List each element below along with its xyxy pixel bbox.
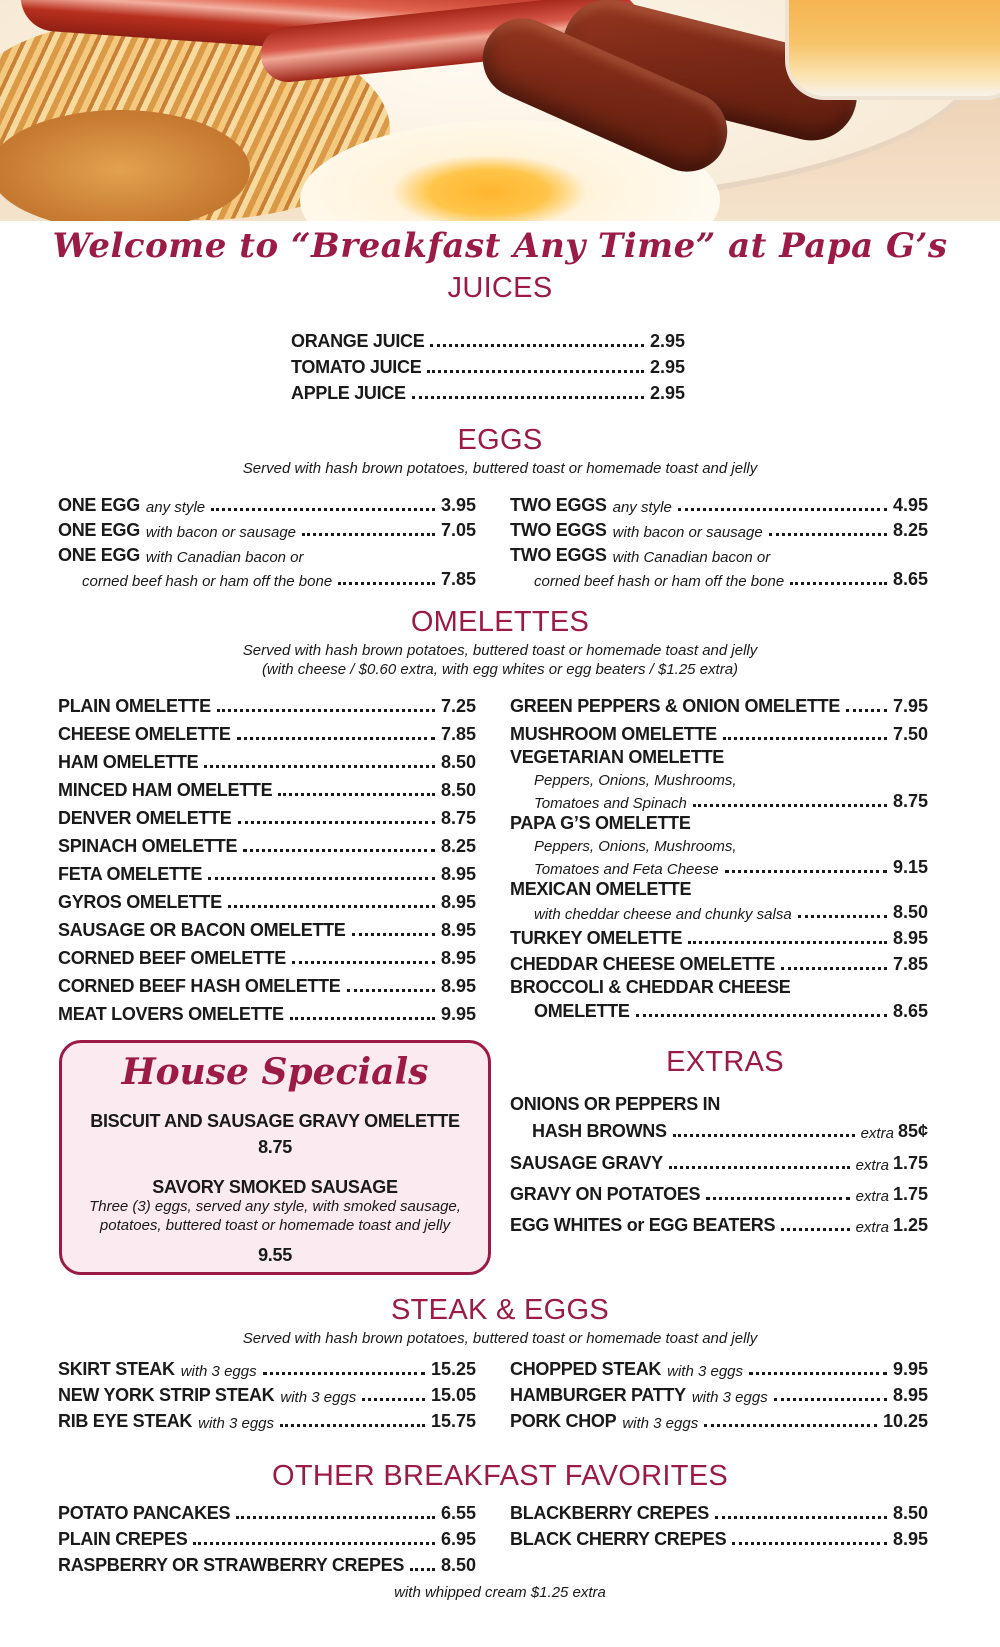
leader-dots xyxy=(243,849,435,852)
item-name: TWO EGGS xyxy=(510,495,607,515)
item-desc: with Canadian bacon or xyxy=(612,549,771,566)
item-price: 8.95 xyxy=(440,948,476,968)
item-desc: with 3 eggs xyxy=(691,1389,768,1406)
menu-item xyxy=(510,1382,928,1406)
special-name: SAVORY SMOKED SAUSAGE xyxy=(152,1177,398,1197)
whipped-cream-note: with whipped cream $1.25 extra xyxy=(394,1584,606,1601)
leader-dots xyxy=(292,961,435,964)
item-price: 1.75 xyxy=(892,1153,928,1173)
item-name: PLAIN OMELETTE xyxy=(58,696,211,716)
item-price: 8.75 xyxy=(440,808,476,828)
item-price: 8.95 xyxy=(440,920,476,940)
item-price: 8.95 xyxy=(892,1529,928,1549)
item-name: ORANGE JUICE xyxy=(291,331,425,351)
item-name: ONE EGG xyxy=(58,545,140,565)
menu-item xyxy=(291,380,685,404)
leader-dots xyxy=(412,396,644,399)
special-desc: potatoes, buttered toast or homemade toast and jelly xyxy=(99,1217,451,1234)
item-desc: corned beef hash or ham off the bone xyxy=(82,573,333,590)
favorites-heading: OTHER BREAKFAST FAVORITES xyxy=(271,1460,729,1492)
item-name: ONIONS OR PEPPERS IN xyxy=(510,1094,721,1114)
item-name: GREEN PEPPERS & ONION OMELETTE xyxy=(510,696,841,716)
leader-dots xyxy=(846,709,887,712)
leader-dots xyxy=(352,933,435,936)
breakfast-photo xyxy=(0,0,1000,221)
item-desc: with bacon or sausage xyxy=(145,524,297,541)
leader-dots xyxy=(704,1424,877,1427)
item-name: RASPBERRY OR STRAWBERRY CREPES xyxy=(58,1555,405,1575)
extra-label: extra xyxy=(855,1188,889,1205)
leader-dots xyxy=(263,1372,425,1375)
menu-item xyxy=(510,1181,928,1205)
menu-item xyxy=(510,1526,928,1550)
leader-dots xyxy=(338,582,435,585)
leader-dots xyxy=(723,737,887,740)
item-desc: with Canadian bacon or xyxy=(145,549,304,566)
item-price: 8.25 xyxy=(892,520,928,540)
item-price: 7.95 xyxy=(892,696,928,716)
item-price: 8.50 xyxy=(892,1503,928,1523)
menu-item xyxy=(58,833,476,857)
item-name: MINCED HAM OMELETTE xyxy=(58,780,273,800)
leader-dots xyxy=(706,1197,849,1200)
extra-label: extra xyxy=(855,1157,889,1174)
omelettes-heading: OMELETTES xyxy=(410,606,590,638)
menu-item xyxy=(58,1382,476,1406)
leader-dots xyxy=(430,344,644,347)
house-specials-heading: House Specials xyxy=(121,1051,429,1093)
special-price: 8.75 xyxy=(258,1137,292,1157)
special-name: BISCUIT AND SAUSAGE GRAVY OMELETTE xyxy=(90,1111,460,1131)
item-name: BROCCOLI & CHEDDAR CHEESE xyxy=(510,977,791,997)
menu-item xyxy=(58,805,476,829)
item-name: GRAVY ON POTATOES xyxy=(510,1184,701,1204)
item-desc: with 3 eggs xyxy=(180,1363,257,1380)
menu-item xyxy=(58,1500,476,1524)
menu-item-continued xyxy=(534,854,928,878)
leader-dots xyxy=(774,1398,887,1401)
leader-dots xyxy=(673,1134,855,1137)
eggs-heading: EGGS xyxy=(457,424,543,456)
menu-item-continued xyxy=(534,998,928,1022)
item-price: 6.55 xyxy=(440,1503,476,1523)
item-name: ONE EGG xyxy=(58,520,140,540)
item-desc: with 3 eggs xyxy=(667,1363,744,1380)
menu-item xyxy=(58,1001,476,1025)
leader-dots xyxy=(732,1542,887,1545)
item-name: RIB EYE STEAK xyxy=(58,1411,193,1431)
item-price: 8.95 xyxy=(440,892,476,912)
item-name: MUSHROOM OMELETTE xyxy=(510,724,717,744)
item-name: OMELETTE xyxy=(534,1001,630,1021)
item-price: 8.95 xyxy=(892,928,928,948)
menu-item xyxy=(510,1150,928,1174)
item-price: 2.95 xyxy=(649,331,685,351)
menu-item xyxy=(58,1526,476,1550)
leader-dots xyxy=(798,915,887,918)
item-name: BLACK CHERRY CREPES xyxy=(510,1529,727,1549)
item-desc: any style xyxy=(612,499,672,516)
menu-title: Welcome to “Breakfast Any Time” at Papa G’s xyxy=(52,226,948,266)
menu-item xyxy=(58,917,476,941)
item-name: HAMBURGER PATTY xyxy=(510,1385,686,1405)
item-name: PAPA G’S OMELETTE xyxy=(510,813,691,833)
leader-dots xyxy=(204,765,435,768)
eggs-subtitle: Served with hash brown potatoes, buttered toast or homemade toast and jelly xyxy=(242,460,758,477)
menu-item xyxy=(510,721,928,745)
item-desc: with 3 eggs xyxy=(280,1389,357,1406)
item-desc: with 3 eggs xyxy=(622,1415,699,1432)
item-price: 1.75 xyxy=(892,1184,928,1204)
item-name: TWO EGGS xyxy=(510,545,607,565)
item-desc: corned beef hash or ham off the bone xyxy=(534,573,785,590)
menu-item-continued xyxy=(82,566,476,590)
item-price: 7.05 xyxy=(440,520,476,540)
item-name: FETA OMELETTE xyxy=(58,864,203,884)
item-price: 15.25 xyxy=(430,1359,476,1379)
item-name: VEGETARIAN OMELETTE xyxy=(510,747,724,767)
item-price: 2.95 xyxy=(649,357,685,377)
menu-item xyxy=(510,492,928,516)
item-name: PLAIN CREPES xyxy=(58,1529,188,1549)
item-name: HAM OMELETTE xyxy=(58,752,199,772)
item-name: TOMATO JUICE xyxy=(291,357,422,377)
extra-label: extra xyxy=(860,1125,894,1142)
item-name: TURKEY OMELETTE xyxy=(510,928,683,948)
item-desc: with bacon or sausage xyxy=(612,524,763,541)
omelettes-subtitle-extra: (with cheese / $0.60 extra, with egg whites or egg beaters / $1.25 extra) xyxy=(261,661,739,678)
item-price: 7.25 xyxy=(440,696,476,716)
leader-dots xyxy=(669,1166,850,1169)
item-price: 15.75 xyxy=(430,1411,476,1431)
leader-dots xyxy=(302,533,435,536)
item-price: 7.85 xyxy=(440,724,476,744)
item-price: 1.25 xyxy=(892,1215,928,1235)
item-name: CORNED BEEF HASH OMELETTE xyxy=(58,976,341,996)
menu-item xyxy=(58,749,476,773)
juice-glass xyxy=(785,0,1000,100)
item-price: 9.95 xyxy=(440,1004,476,1024)
extras-heading: EXTRAS xyxy=(666,1046,784,1078)
menu-item-continued xyxy=(534,566,928,590)
item-name: CHOPPED STEAK xyxy=(510,1359,662,1379)
item-price: 8.95 xyxy=(440,864,476,884)
leader-dots xyxy=(208,877,435,880)
menu-item xyxy=(291,328,685,352)
menu-item xyxy=(510,1408,928,1432)
item-name: PORK CHOP xyxy=(510,1411,617,1431)
menu-item xyxy=(58,1356,476,1380)
leader-dots xyxy=(217,709,435,712)
leader-dots xyxy=(236,1516,435,1519)
item-desc: with cheddar cheese and chunky salsa xyxy=(534,906,792,923)
menu-item xyxy=(510,517,928,541)
leader-dots xyxy=(278,793,435,796)
menu-item xyxy=(510,693,928,717)
item-price: 2.95 xyxy=(649,383,685,403)
item-name: SAUSAGE GRAVY xyxy=(510,1153,663,1173)
item-price: 3.95 xyxy=(440,495,476,515)
leader-dots xyxy=(715,1516,887,1519)
menu-item xyxy=(58,542,476,566)
leader-dots xyxy=(688,941,887,944)
leader-dots xyxy=(749,1372,887,1375)
item-price: 8.50 xyxy=(892,902,928,922)
item-price: 8.25 xyxy=(440,836,476,856)
item-name: MEXICAN OMELETTE xyxy=(510,879,692,899)
menu-item xyxy=(58,861,476,885)
item-price: 8.50 xyxy=(440,1555,476,1575)
leader-dots xyxy=(410,1568,435,1571)
house-specials-box xyxy=(59,1040,491,1275)
item-name: BLACKBERRY CREPES xyxy=(510,1503,709,1523)
item-price: 15.05 xyxy=(430,1385,476,1405)
item-price: 85¢ xyxy=(897,1121,928,1141)
item-name: GYROS OMELETTE xyxy=(58,892,222,912)
item-name: APPLE JUICE xyxy=(291,383,406,403)
item-name: POTATO PANCAKES xyxy=(58,1503,231,1523)
menu-item xyxy=(510,1500,928,1524)
leader-dots xyxy=(427,370,644,373)
item-name: MEAT LOVERS OMELETTE xyxy=(58,1004,284,1024)
item-name: CHEESE OMELETTE xyxy=(58,724,231,744)
item-price: 9.15 xyxy=(892,857,928,877)
item-price: 8.95 xyxy=(440,976,476,996)
item-price: 7.85 xyxy=(440,569,476,589)
item-name: TWO EGGS xyxy=(510,520,607,540)
item-price: 7.85 xyxy=(892,954,928,974)
item-desc: Tomatoes and Feta Cheese xyxy=(534,861,719,878)
menu-item xyxy=(58,1552,476,1576)
item-price: 10.25 xyxy=(882,1411,928,1431)
leader-dots xyxy=(693,804,887,807)
item-price: 8.50 xyxy=(440,752,476,772)
item-price: 6.95 xyxy=(440,1529,476,1549)
menu-item xyxy=(58,1408,476,1432)
menu-item xyxy=(58,973,476,997)
item-price: 8.50 xyxy=(440,780,476,800)
item-name: ONE EGG xyxy=(58,495,140,515)
leader-dots xyxy=(193,1542,435,1545)
special-price: 9.55 xyxy=(258,1245,292,1265)
item-name: DENVER OMELETTE xyxy=(58,808,232,828)
leader-dots xyxy=(211,508,435,511)
extra-label: extra xyxy=(855,1219,889,1236)
menu-item-continued xyxy=(534,899,928,923)
leader-dots xyxy=(636,1014,887,1017)
menu-item xyxy=(510,1212,928,1236)
leader-dots xyxy=(238,821,435,824)
menu-item xyxy=(510,951,928,975)
menu-item xyxy=(58,693,476,717)
item-desc: any style xyxy=(145,499,206,516)
leader-dots xyxy=(769,533,887,536)
menu-item xyxy=(58,777,476,801)
item-price: 8.65 xyxy=(892,569,928,589)
juices-heading: JUICES xyxy=(447,272,553,304)
menu-item xyxy=(58,492,476,516)
item-name: EGG WHITES or EGG BEATERS xyxy=(510,1215,776,1235)
steak-heading: STEAK & EGGS xyxy=(391,1294,609,1326)
menu-item xyxy=(510,1356,928,1380)
menu-item xyxy=(58,517,476,541)
item-desc: Peppers, Onions, Mushrooms, xyxy=(534,838,737,855)
leader-dots xyxy=(362,1398,425,1401)
leader-dots xyxy=(790,582,887,585)
item-price: 7.50 xyxy=(892,724,928,744)
item-desc: Peppers, Onions, Mushrooms, xyxy=(534,772,737,789)
steak-subtitle: Served with hash brown potatoes, buttered toast or homemade toast and jelly xyxy=(242,1330,758,1347)
item-name: SAUSAGE OR BACON OMELETTE xyxy=(58,920,346,940)
item-name: SKIRT STEAK xyxy=(58,1359,175,1379)
menu-item xyxy=(58,889,476,913)
leader-dots xyxy=(725,870,887,873)
item-price: 4.95 xyxy=(892,495,928,515)
item-price: 8.95 xyxy=(892,1385,928,1405)
item-price: 8.75 xyxy=(892,791,928,811)
menu-item xyxy=(291,354,685,378)
item-desc: Tomatoes and Spinach xyxy=(534,795,687,812)
leader-dots xyxy=(781,967,887,970)
leader-dots xyxy=(237,737,435,740)
menu-item-continued xyxy=(534,788,928,812)
item-price: 9.95 xyxy=(892,1359,928,1379)
item-name: NEW YORK STRIP STEAK xyxy=(58,1385,275,1405)
leader-dots xyxy=(228,905,435,908)
leader-dots xyxy=(280,1424,425,1427)
item-name: CORNED BEEF OMELETTE xyxy=(58,948,287,968)
omelettes-subtitle: Served with hash brown potatoes, buttered toast or homemade toast and jelly xyxy=(242,642,758,659)
item-desc: with 3 eggs xyxy=(198,1415,275,1432)
leader-dots xyxy=(347,989,435,992)
menu-item xyxy=(58,945,476,969)
special-desc: Three (3) eggs, served any style, with smoked sausage, xyxy=(89,1198,461,1215)
menu-item xyxy=(510,542,928,566)
item-price: 8.65 xyxy=(892,1001,928,1021)
leader-dots xyxy=(290,1017,435,1020)
menu-item xyxy=(532,1118,928,1142)
item-name: HASH BROWNS xyxy=(532,1121,667,1141)
item-name: SPINACH OMELETTE xyxy=(58,836,238,856)
leader-dots xyxy=(678,508,887,511)
leader-dots xyxy=(781,1228,849,1231)
item-name: CHEDDAR CHEESE OMELETTE xyxy=(510,954,776,974)
menu-item xyxy=(510,925,928,949)
menu-item xyxy=(58,721,476,745)
